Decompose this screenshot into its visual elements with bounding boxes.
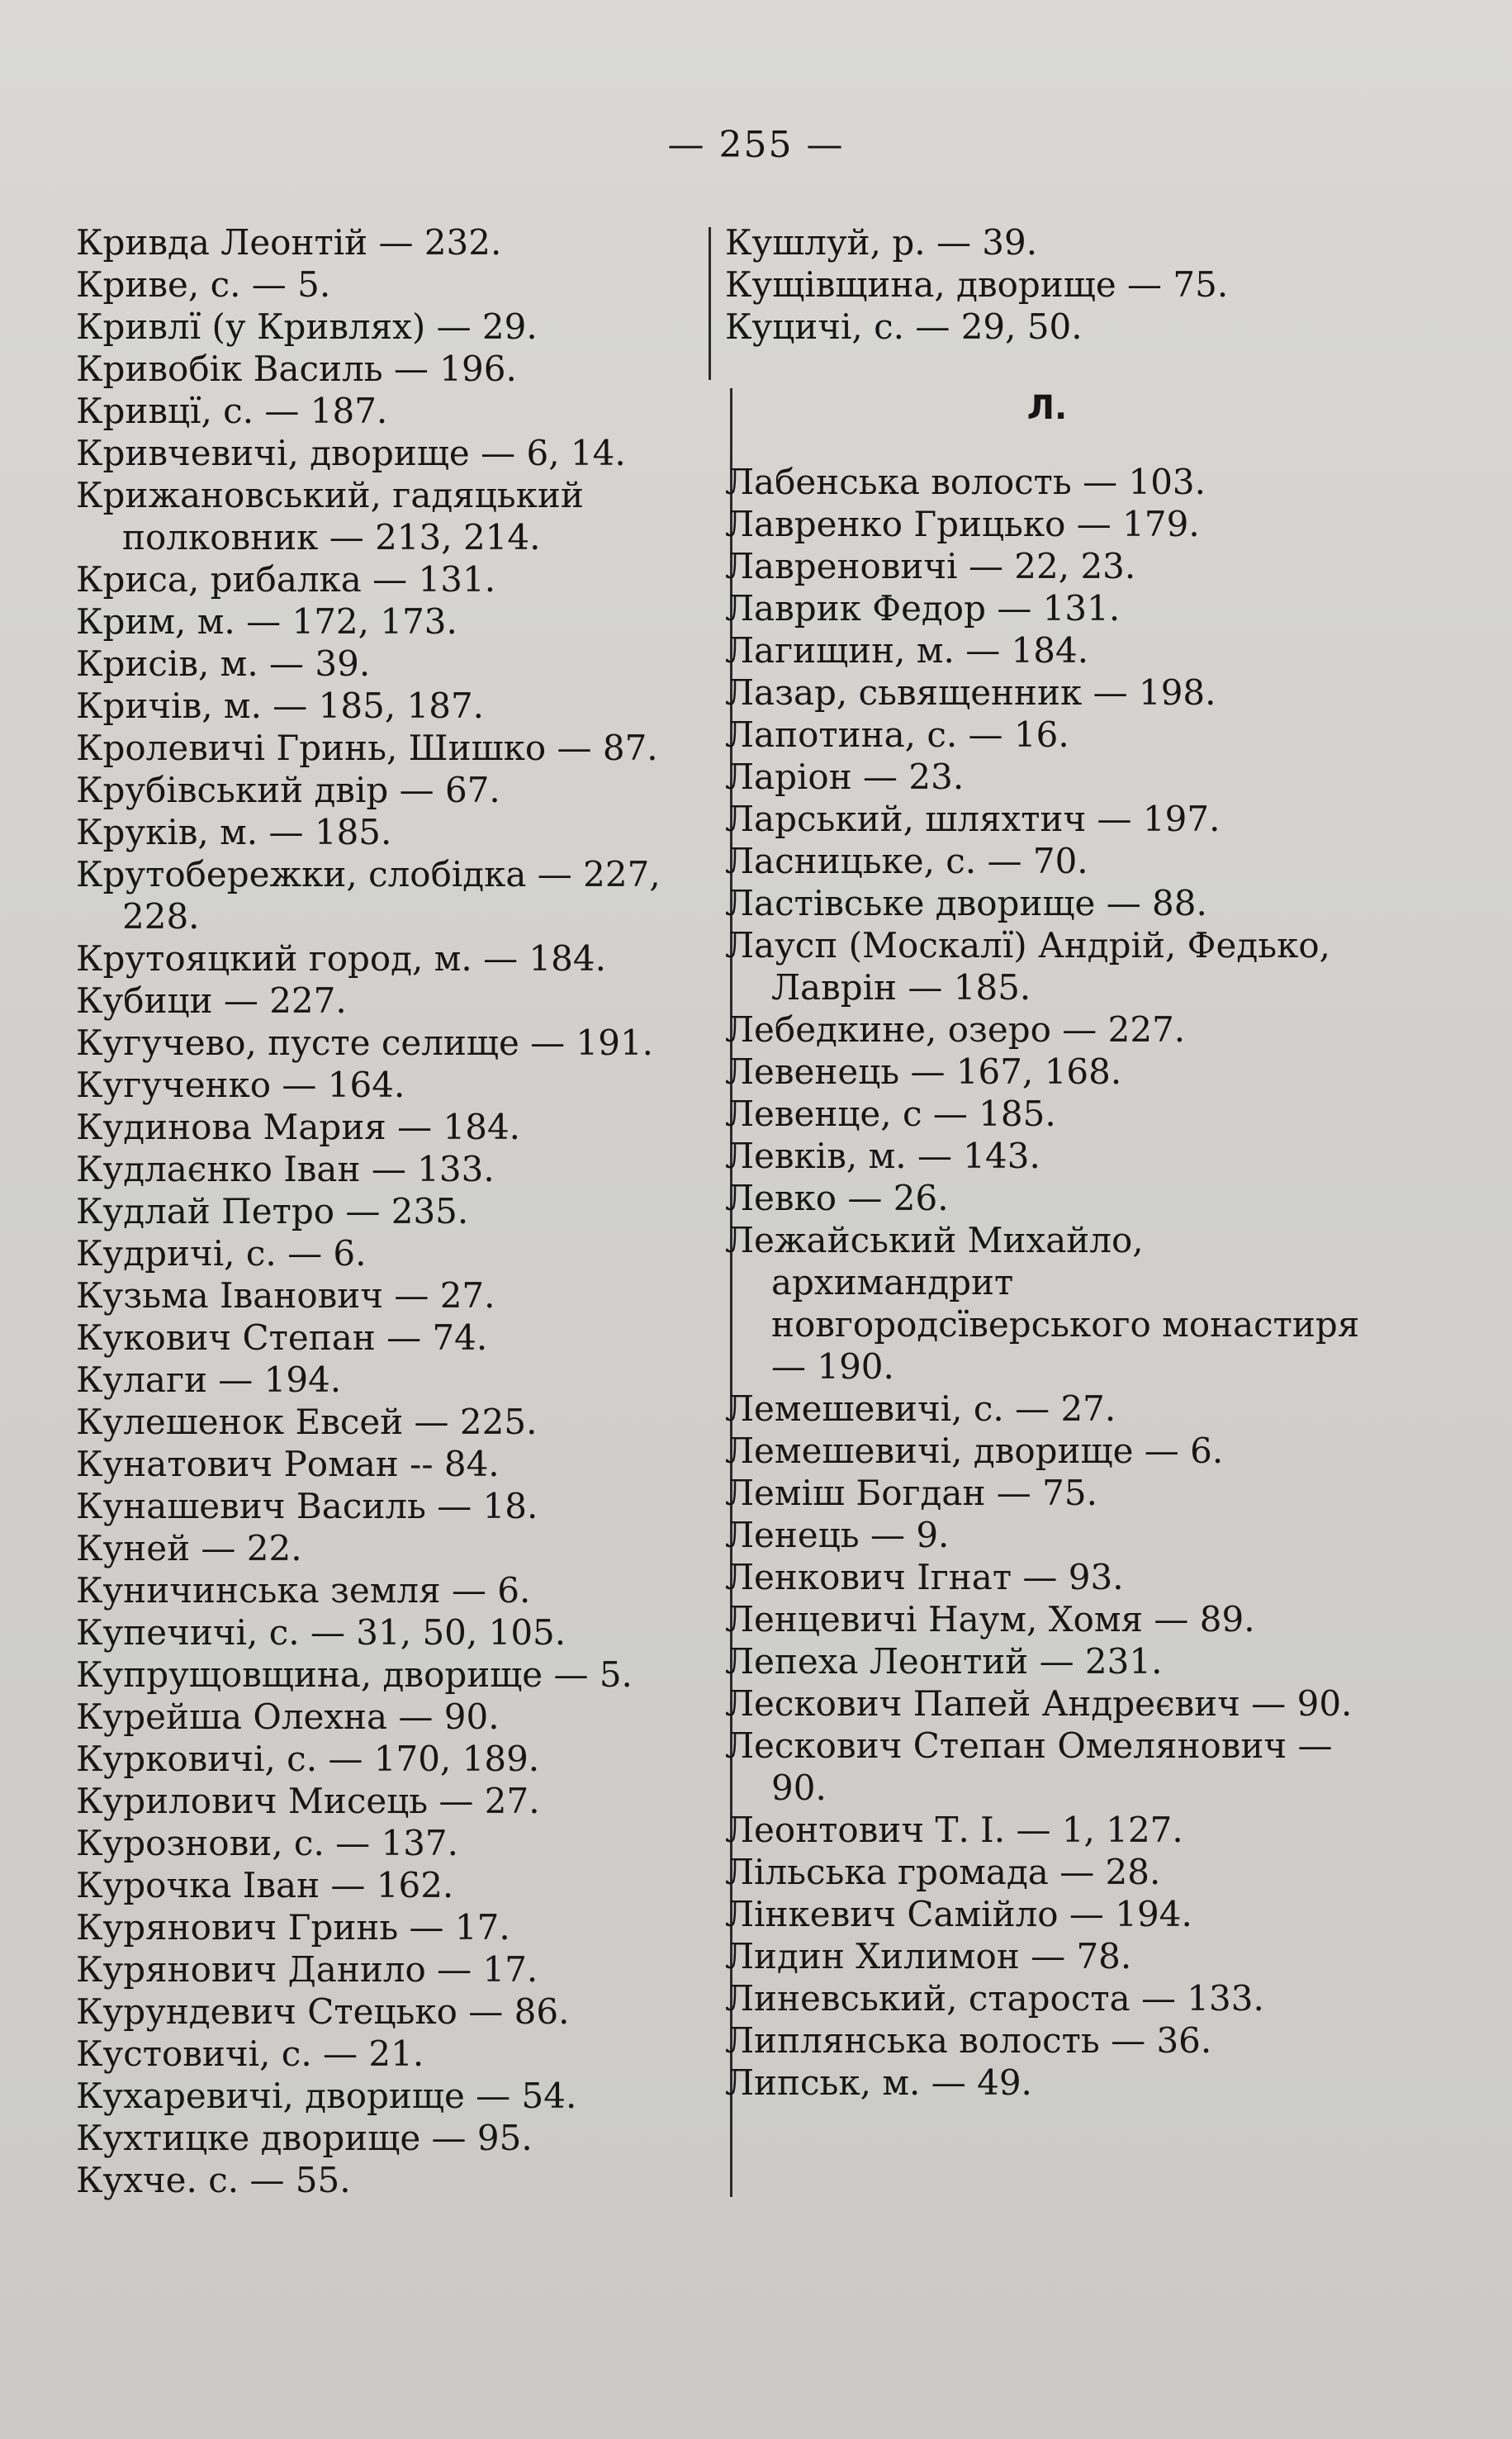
index-entry: Кривчевичі, дворище — 6, 14. xyxy=(76,433,626,473)
index-entry: Лебедкине, озеро — 227. xyxy=(725,1009,1186,1050)
index-entry: Ленцевичі Наум, Хомя — 89. xyxy=(725,1599,1255,1639)
index-entry: Кудинова Мария — 184. xyxy=(76,1107,521,1147)
index-entry: Ластівське дворище — 88. xyxy=(725,883,1207,923)
index-entry: Лазар, сьвященник — 198. xyxy=(725,672,1216,713)
index-entry: Кудлаєнко Іван — 133. xyxy=(76,1149,495,1189)
index-entry: Ленець — 9. xyxy=(725,1515,950,1555)
index-entry: Кугучево, пусте селище — 191. xyxy=(76,1023,654,1063)
index-entry: Лільська громада — 28. xyxy=(725,1852,1161,1892)
index-entry: Лемешевичі, дворище — 6. xyxy=(725,1431,1224,1471)
index-entry: Курянович Данило — 17. xyxy=(76,1949,538,1990)
index-entries-l xyxy=(725,461,1369,2104)
index-entry: Лабенська волость — 103. xyxy=(725,462,1206,502)
index-entry: Куцичі, с. — 29, 50. xyxy=(725,306,1083,347)
index-entry: Кулаги — 194. xyxy=(76,1359,342,1400)
index-column-left xyxy=(76,221,704,2201)
index-entry: Левко — 26. xyxy=(725,1178,949,1218)
index-entry: Крубівський двір — 67. xyxy=(76,770,500,810)
index-entry: Левенце, с — 185. xyxy=(725,1094,1056,1134)
index-entry: Кушлуй, р. — 39. xyxy=(725,222,1038,263)
index-entry: Левків, м. — 143. xyxy=(725,1136,1040,1176)
index-entry: Лавреновичі — 22, 23. xyxy=(725,546,1136,586)
index-entry: Кунатович Роман -- 84. xyxy=(76,1444,500,1484)
index-entry: Купрущовщина, дворище — 5. xyxy=(76,1654,633,1695)
index-entry: Кузьма Іванович — 27. xyxy=(76,1275,495,1316)
index-entry: Кущівщина, дворище — 75. xyxy=(725,264,1229,305)
index-entry: Крутобережки, слобідка — 227, 228. xyxy=(76,854,661,937)
index-column-right xyxy=(725,221,1369,2104)
index-entry: Кустовичі, с. — 21. xyxy=(76,2033,424,2074)
index-entry: Ларський, шляхтич — 197. xyxy=(725,799,1221,839)
index-entry: Линевський, староста — 133. xyxy=(725,1978,1264,2019)
index-entry: Куничинська земля — 6. xyxy=(76,1570,531,1611)
index-entry: Кривда Леонтій — 232. xyxy=(76,222,502,263)
index-entry: Крижановський, гадяцький полковник — 213, 214. xyxy=(76,475,584,558)
index-entry: Лескович Степан Омелянович — 90. xyxy=(725,1725,1333,1808)
index-entries-k-continued xyxy=(725,221,1369,348)
index-entry: Купечичі, с. — 31, 50, 105. xyxy=(76,1612,566,1653)
index-entry: Крутояцкий город, м. — 184. xyxy=(76,938,606,979)
index-entry: Липлянська волость — 36. xyxy=(725,2020,1212,2061)
index-entry: Курянович Гринь — 17. xyxy=(76,1907,510,1948)
index-entry: Курковичі, с. — 170, 189. xyxy=(76,1739,540,1779)
index-entry: Лежайський Михайло, архимандрит новгородсїверського монастиря — 190. xyxy=(725,1220,1360,1387)
index-entry: Кричів, м. — 185, 187. xyxy=(76,686,485,726)
index-entry: Лагищин, м. — 184. xyxy=(725,630,1089,671)
index-entry: Кудричі, с. — 6. xyxy=(76,1233,367,1274)
index-entry: Криве, с. — 5. xyxy=(76,264,331,305)
index-entry: Кугученко — 164. xyxy=(76,1065,405,1105)
index-entry: Кукович Степан — 74. xyxy=(76,1317,488,1358)
index-entry: Кудлай Петро — 235. xyxy=(76,1191,469,1231)
column-divider-top xyxy=(709,227,711,380)
index-entry: Кубици — 227. xyxy=(76,980,347,1021)
section-heading-l: Л. xyxy=(1026,389,1068,427)
index-entry: Курилович Мисець — 27. xyxy=(76,1781,540,1821)
index-entry: Кухтицке дворище — 95. xyxy=(76,2118,533,2158)
index-entry: Ленкович Ігнат — 93. xyxy=(725,1557,1124,1597)
index-entry: Ласницьке, с. — 70. xyxy=(725,841,1088,881)
index-entry: Ларіон — 23. xyxy=(725,757,965,797)
index-entry: Кривобік Василь — 196. xyxy=(76,349,517,389)
index-entry: Липськ, м. — 49. xyxy=(725,2062,1032,2103)
index-entry: Куней — 22. xyxy=(76,1528,302,1568)
index-entry: Крисів, м. — 39. xyxy=(76,643,371,684)
index-entry: Кролевичі Гринь, Шишко — 87. xyxy=(76,728,658,768)
index-entry: Лепеха Леонтий — 231. xyxy=(725,1641,1163,1682)
index-entry: Лескович Папей Андреєвич — 90. xyxy=(725,1683,1353,1724)
index-entry: Курейша Олехна — 90. xyxy=(76,1696,500,1737)
index-entry: Курундевич Стецько — 86. xyxy=(76,1991,570,2032)
index-entry: Лемешевичі, с. — 27. xyxy=(725,1388,1116,1429)
index-entry: Лаусп (Москалї) Андрій, Федько, Лаврін — 185. xyxy=(725,925,1331,1008)
index-entry: Лидин Хилимон — 78. xyxy=(725,1936,1132,1976)
index-entry: Криса, рибалка — 131. xyxy=(76,559,496,600)
index-entry: Круків, м. — 185. xyxy=(76,812,392,852)
index-entry: Кривцї, с. — 187. xyxy=(76,391,388,431)
index-entry: Лінкевич Самійло — 194. xyxy=(725,1894,1192,1934)
index-entry: Кунашевич Василь — 18. xyxy=(76,1486,538,1526)
index-entry: Кривлї (у Кривлях) — 29. xyxy=(76,306,538,347)
index-entry: Кухаревичі, дворище — 54. xyxy=(76,2076,577,2116)
index-entry: Курознови, с. — 137. xyxy=(76,1823,459,1863)
index-entry: Крим, м. — 172, 173. xyxy=(76,601,457,642)
index-entry: Леонтович Т. І. — 1, 127. xyxy=(725,1810,1183,1850)
index-entry: Леміш Богдан — 75. xyxy=(725,1473,1097,1513)
index-entry: Кулешенок Евсей — 225. xyxy=(76,1402,538,1442)
index-entry: Лаврик Федор — 131. xyxy=(725,588,1121,629)
index-entry: Лапотина, с. — 16. xyxy=(725,714,1069,755)
index-entry: Лавренко Грицько — 179. xyxy=(725,504,1200,544)
index-entry: Курочка Іван — 162. xyxy=(76,1865,454,1905)
index-entry: Кухче. с. — 55. xyxy=(76,2160,351,2200)
index-entry: Левенець — 167, 168. xyxy=(725,1051,1122,1092)
page-number: — 255 — xyxy=(667,124,845,166)
